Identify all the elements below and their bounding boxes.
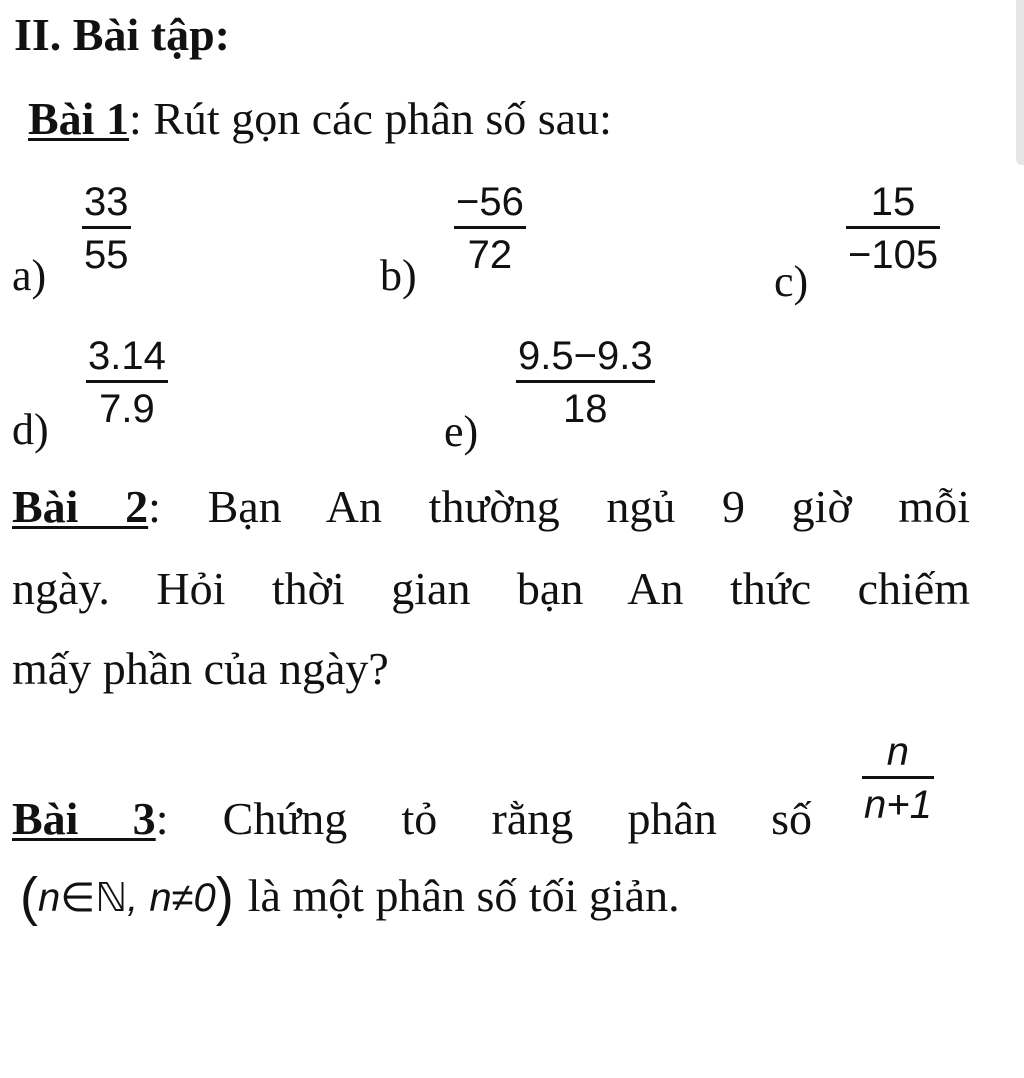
exercise-3-text-2: là một phân số tối giản. [247,870,680,921]
exercise-3-title: Bài 3 [12,793,156,844]
fraction-b [454,182,526,275]
condition-expression [20,867,234,927]
fraction-c-numerator: 15 [870,180,916,224]
exercise-2-line-2: ngày. Hỏi thời gian bạn An thức chiếm [12,563,970,614]
fraction-n-denominator: n+1 [864,783,932,827]
paren-open: ( [20,867,38,927]
fraction-d-numerator: 3.14 [88,334,166,378]
exercise-3-line-2 [20,866,680,928]
scrollbar[interactable] [1016,0,1024,165]
item-b-label: b) [380,251,417,300]
item-a-label: a) [12,251,47,300]
fraction-b-numerator: −56 [456,180,524,224]
fraction-n-numerator: n [886,730,910,774]
item-e-label: e) [444,407,479,456]
fraction-a-denominator: 55 [84,233,129,277]
fraction-c-denominator: −105 [848,233,939,277]
exercise-1-header [28,92,612,145]
fraction-c [846,182,940,275]
exercise-2-text-1: : Bạn An thường ngủ 9 giờ mỗi [148,481,970,532]
exercise-3-text-1: : Chứng tỏ rằng phân số [155,793,812,844]
condition-text: n∈ℕ, n≠0 [37,876,216,920]
item-d-label: d) [12,405,49,454]
fraction-b-denominator: 72 [467,233,513,277]
exercise-1-text: : Rút gọn các phân số sau: [128,93,612,144]
fraction-d [86,336,168,429]
fraction-e-denominator: 18 [563,387,608,431]
fraction-e [516,336,655,429]
paren-close: ) [215,867,234,927]
section-heading: II. Bài tập: [14,9,230,60]
exercise-1-title: Bài 1 [28,93,129,144]
fraction-d-denominator: 7.9 [99,387,155,431]
item-c-label: c) [774,257,809,306]
exercise-3-line-1 [12,792,812,845]
fraction-a-numerator: 33 [84,180,129,224]
fraction-n [862,732,934,825]
exercise-2-line-1 [12,480,970,533]
fraction-e-numerator: 9.5−9.3 [518,334,653,378]
exercise-2-line-3: mấy phần của ngày? [12,643,389,694]
exercise-2-title: Bài 2 [12,481,149,532]
fraction-a [82,182,131,275]
